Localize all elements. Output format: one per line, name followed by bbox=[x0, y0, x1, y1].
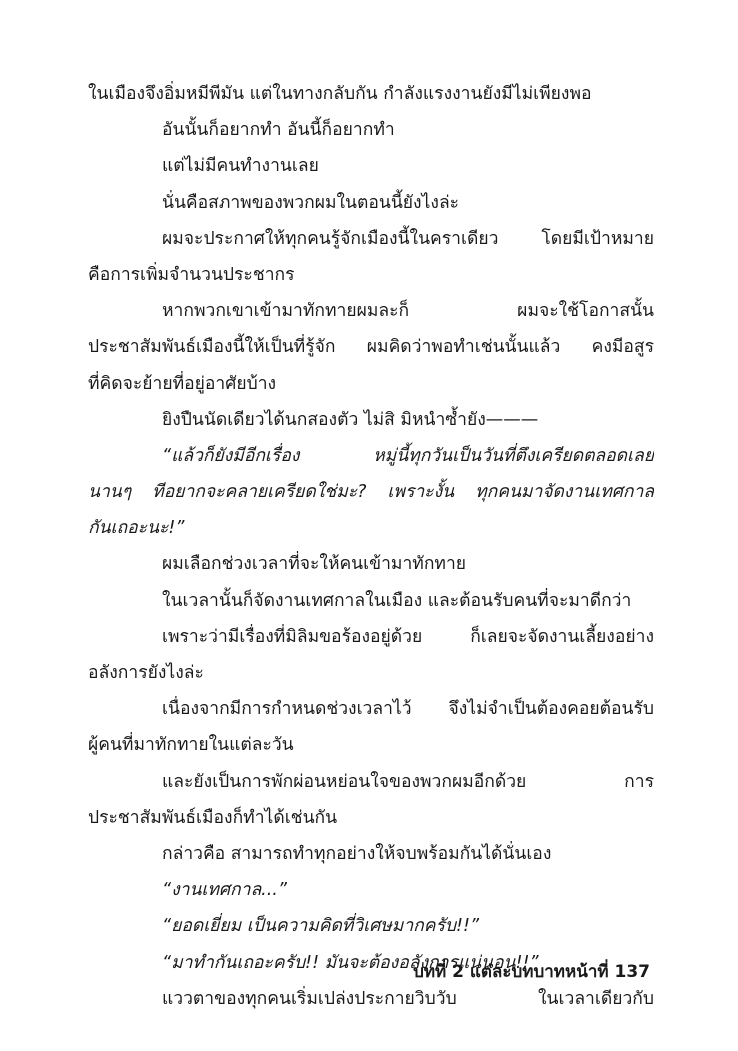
text-line: ในเวลานั้นก็จัดงานเทศกาลในเมือง และต้อนรับคนที่จะมาดีกว่า bbox=[162, 590, 632, 611]
body-text bbox=[88, 76, 654, 1017]
dialogue-line: “ยอดเยี่ยม เป็นความคิดที่วิเศษมากครับ!!” bbox=[162, 916, 480, 937]
text-line: นั่นคือสภาพของพวกผมในตอนนี้ยังไงล่ะ bbox=[162, 192, 460, 213]
text-line: ผมจะประกาศให้ทุกคนรู้จักเมืองนี้ในคราเดียว โดยมีเป้าหมาย bbox=[162, 228, 654, 249]
text-line: ประชาสัมพันธ์เมืองก็ทำได้เช่นกัน bbox=[88, 807, 338, 828]
text-line: หากพวกเขาเข้ามาทักทายผมละก็ ผมจะใช้โอกาสนั้น bbox=[162, 301, 654, 322]
text-line: เนื่องจากมีการกำหนดช่วงเวลาไว้ จึงไม่จำเป็นต้องคอยต้อนรับ bbox=[162, 699, 654, 720]
text-line: เพราะว่ามีเรื่องที่มิลิมขอร้องอยู่ด้วย ก็เลยจะจัดงานเลี้ยงอย่าง bbox=[162, 626, 654, 647]
dialogue-line: กันเถอะนะ!” bbox=[88, 518, 185, 539]
text-line: ในเมืองจึงอิ่มหมีพีมัน แต่ในทางกลับกัน กำลังแรงงานยังมีไม่เพียงพอ bbox=[88, 84, 592, 104]
text-line: ยิงปืนนัดเดียวได้นกสองตัว ไม่สิ มิหนำซ้ำยัง——— bbox=[162, 409, 539, 430]
dialogue-line: “แล้วก็ยังมีอีกเรื่อง หมู่นี้ทุกวันเป็นวันที่ตึงเครียดตลอดเลย bbox=[162, 445, 654, 466]
text-line: แต่ไม่มีคนทำงานเลย bbox=[162, 156, 319, 177]
page-footer: บทที่ 2 แต่ละบทบาทหน้าที่ 137 bbox=[413, 962, 650, 982]
text-line: และยังเป็นการพักผ่อนหย่อนใจของพวกผมอีกด้วย การ bbox=[162, 771, 654, 792]
text-line: คือการเพิ่มจำนวนประชากร bbox=[88, 264, 295, 285]
dialogue-line: “งานเทศกาล...” bbox=[162, 880, 287, 901]
text-line: ผมเลือกช่วงเวลาที่จะให้คนเข้ามาทักทาย bbox=[162, 554, 467, 575]
text-line: ผู้คนที่มาทักทายในแต่ละวัน bbox=[88, 735, 294, 756]
dialogue-line: “มาทำกันเถอะครับ!! มันจะต้องอลังการแน่นอน!!” bbox=[162, 952, 539, 973]
text-line: อลังการยังไงล่ะ bbox=[88, 663, 204, 683]
text-line: ประชาสัมพันธ์เมืองนี้ให้เป็นที่รู้จัก ผมคิดว่าพอทำเช่นนั้นแล้ว คงมีอสูร bbox=[88, 337, 654, 358]
text-line: อันนั้นก็อยากทำ อันนี้ก็อยากทำ bbox=[162, 120, 395, 141]
text-line: กล่าวคือ สามารถทำทุกอย่างให้จบพร้อมกันได้นั่นเอง bbox=[162, 843, 552, 864]
text-line: แววตาของทุกคนเริ่มเปล่งประกายวิบวับ ในเวลาเดียวกับ bbox=[162, 988, 654, 1009]
dialogue-line: นานๆ ทีอยากจะคลายเครียดใช่มะ? เพราะงั้น ทุกคนมาจัดงานเทศกาล bbox=[88, 482, 654, 503]
text-line: ที่คิดจะย้ายที่อยู่อาศัยบ้าง bbox=[88, 373, 277, 394]
